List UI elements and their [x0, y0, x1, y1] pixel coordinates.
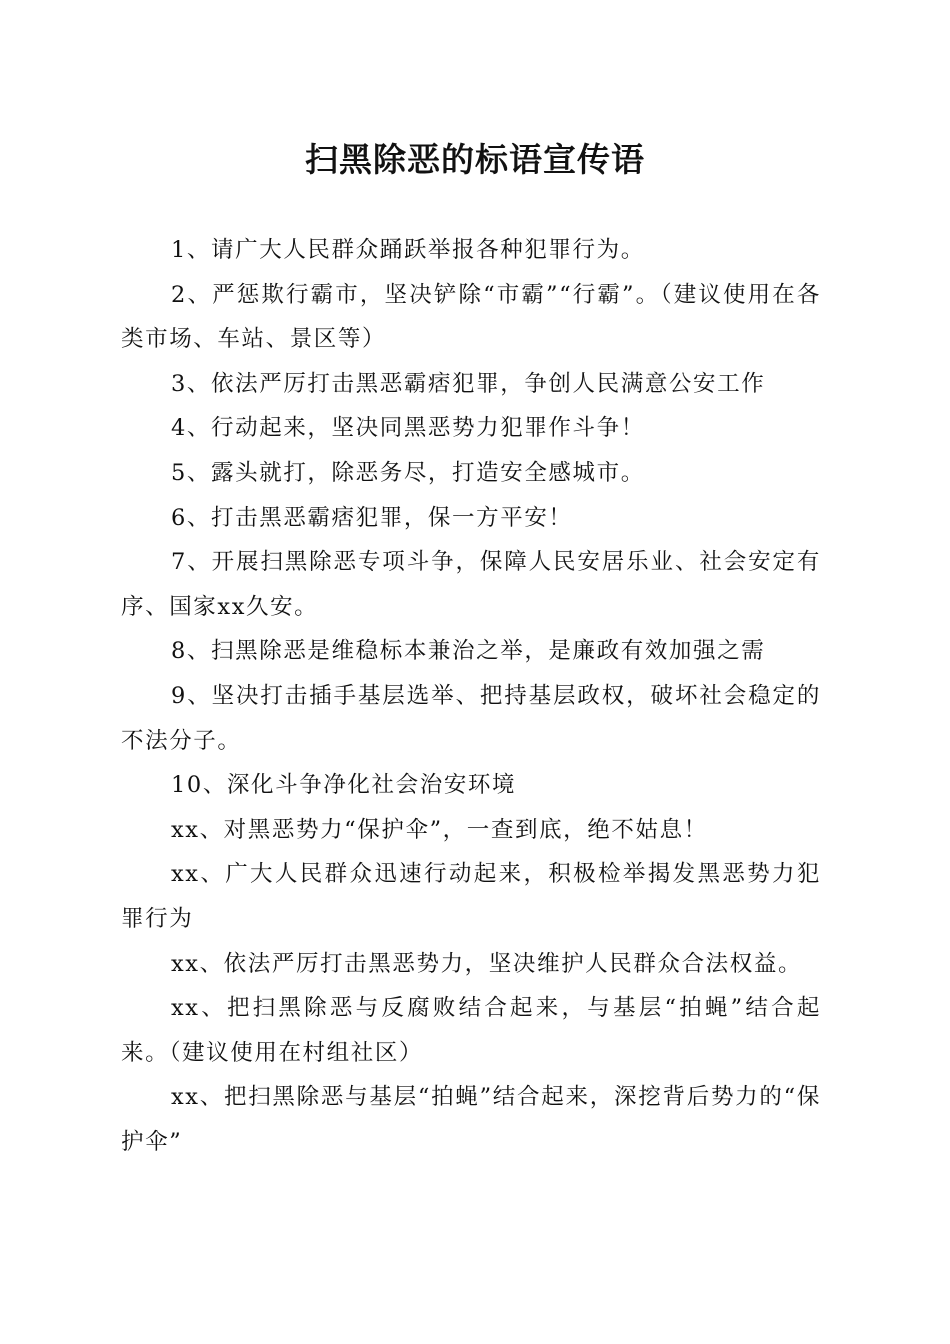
- slogan-paragraph: 2、严惩欺行霸市，坚决铲除“市霸”“行霸”。（建议使用在各类市场、车站、景区等）: [121, 281, 821, 353]
- document-body: [121, 228, 821, 1164]
- slogan-paragraph: xx、依法严厉打击黑恶势力，坚决维护人民群众合法权益。: [171, 950, 803, 977]
- slogan-paragraph: xx、广大人民群众迅速行动起来，积极检举揭发黑恶势力犯罪行为: [121, 861, 821, 932]
- slogan-paragraph: 9、坚决打击插手基层选举、把持基层政权，破坏社会稳定的不法分子。: [121, 682, 821, 754]
- slogan-paragraph: 5、露头就打，除恶务尽，打造安全感城市。: [171, 459, 645, 486]
- slogan-paragraph: xx、对黑恶势力“保护伞”，一查到底，绝不姑息！: [171, 816, 708, 843]
- slogan-paragraph: xx、把扫黑除恶与反腐败结合起来，与基层“拍蝇”结合起来。（建议使用在村组社区）: [121, 995, 821, 1066]
- slogan-paragraph: xx、把扫黑除恶与基层“拍蝇”结合起来，深挖背后势力的“保护伞”: [121, 1084, 821, 1155]
- slogan-paragraph: 10、深化斗争净化社会治安环境: [171, 772, 517, 799]
- slogan-paragraph: 1、请广大人民群众踊跃举报各种犯罪行为。: [171, 237, 645, 263]
- slogan-paragraph: 7、开展扫黑除恶专项斗争，保障人民安居乐业、社会安定有序、国家xx久安。: [121, 549, 821, 620]
- document-title: 扫黑除恶的标语宣传语: [305, 140, 645, 179]
- slogan-paragraph: 6、打击黑恶霸痞犯罪，保一方平安！: [171, 504, 573, 531]
- slogan-paragraph: 3、依法严厉打击黑恶霸痞犯罪，争创人民满意公安工作: [171, 370, 766, 397]
- slogan-paragraph: 4、行动起来，坚决同黑恶势力犯罪作斗争！: [171, 415, 645, 442]
- slogan-paragraph: 8、扫黑除恶是维稳标本兼治之举，是廉政有效加强之需: [171, 638, 766, 665]
